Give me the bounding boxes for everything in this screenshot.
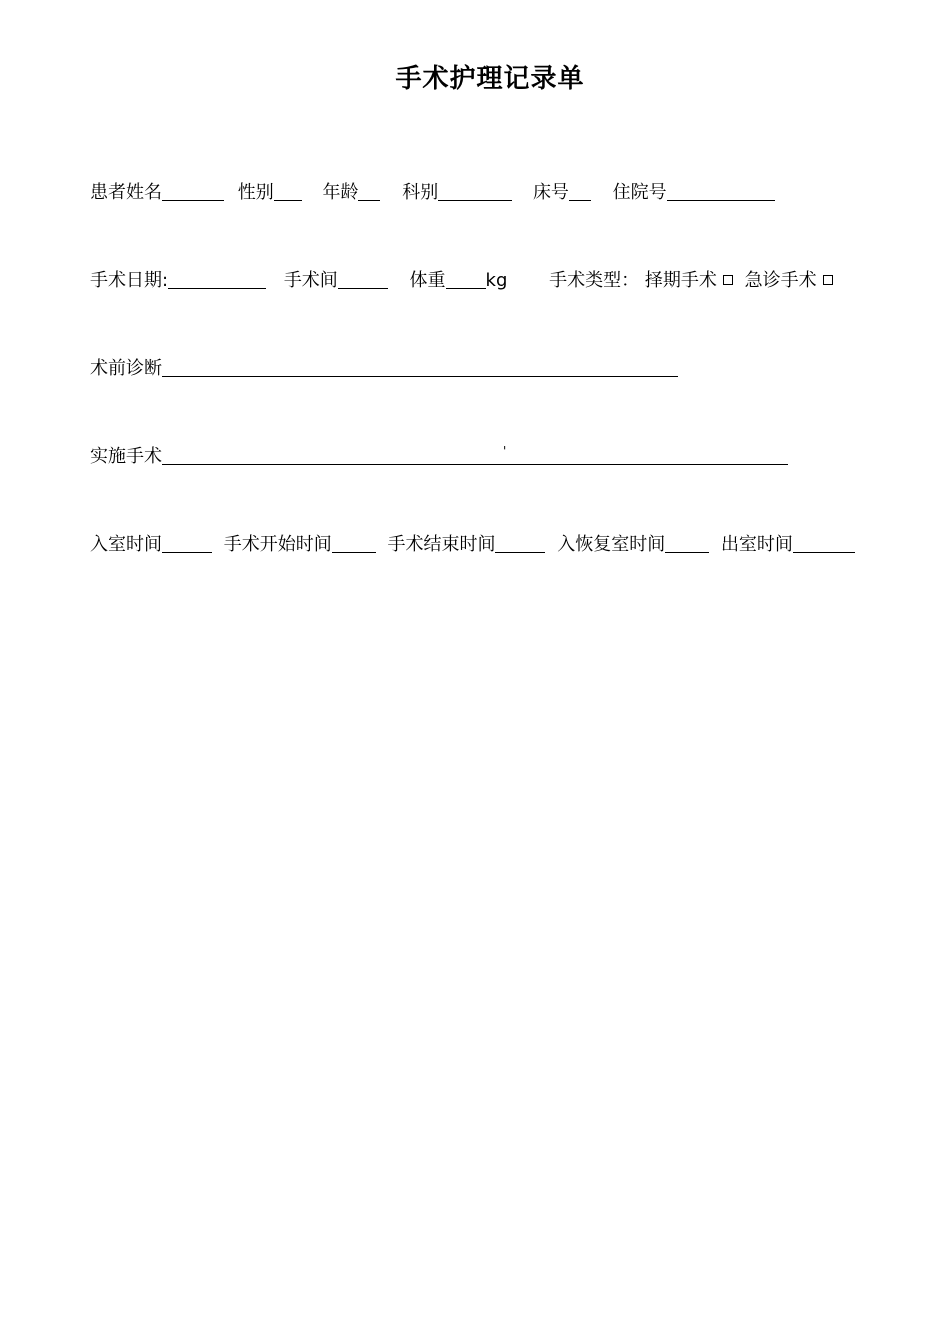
- patient-name-field[interactable]: [162, 180, 224, 201]
- time-row: [90, 532, 855, 562]
- department-field[interactable]: [438, 180, 512, 201]
- weight-label: 体重: [409, 270, 446, 291]
- room-out-time-label: 出室时间: [720, 534, 793, 555]
- emergency-checkbox[interactable]: [823, 275, 833, 285]
- surgery-date-field[interactable]: [168, 268, 266, 289]
- room-in-time-label: 入室时间: [90, 534, 162, 555]
- admission-no-label: 住院号: [612, 182, 667, 203]
- gender-label: 性别: [237, 182, 274, 203]
- elective-checkbox[interactable]: [723, 275, 733, 285]
- stray-mark: ': [503, 444, 507, 458]
- department-label: 科别: [402, 182, 439, 203]
- start-time-field[interactable]: [332, 532, 376, 553]
- procedure-label: 实施手术: [90, 446, 162, 467]
- surgery-date-label: 手术日期:: [90, 270, 169, 291]
- admission-no-field[interactable]: [667, 180, 775, 201]
- preop-diagnosis-row: [90, 356, 678, 386]
- preop-diagnosis-field[interactable]: [162, 356, 678, 377]
- procedure-field[interactable]: [162, 444, 788, 465]
- patient-name-label: 患者姓名: [90, 182, 162, 203]
- patient-info-row: [90, 180, 775, 210]
- weight-unit: kg: [485, 270, 508, 291]
- operating-room-label: 手术间: [283, 270, 338, 291]
- procedure-row: [90, 444, 788, 474]
- end-time-field[interactable]: [495, 532, 545, 553]
- bed-label: 床号: [532, 182, 569, 203]
- recovery-in-time-field[interactable]: [665, 532, 709, 553]
- age-label: 年龄: [322, 182, 359, 203]
- recovery-in-time-label: 入恢复室时间: [557, 534, 666, 555]
- room-out-time-field[interactable]: [793, 532, 855, 553]
- room-in-time-field[interactable]: [162, 532, 212, 553]
- elective-label: 择期手术: [644, 270, 717, 291]
- surgery-type-label: 手术类型：: [549, 270, 640, 291]
- age-field[interactable]: [358, 180, 380, 201]
- bed-field[interactable]: [569, 180, 591, 201]
- gender-field[interactable]: [274, 180, 302, 201]
- emergency-label: 急诊手术: [744, 270, 817, 291]
- surgery-info-row: [90, 268, 837, 298]
- start-time-label: 手术开始时间: [223, 534, 332, 555]
- operating-room-field[interactable]: [338, 268, 388, 289]
- weight-field[interactable]: [446, 268, 486, 289]
- preop-diagnosis-label: 术前诊断: [90, 358, 162, 379]
- end-time-label: 手术结束时间: [387, 534, 496, 555]
- page-title: 手术护理记录单: [395, 64, 585, 94]
